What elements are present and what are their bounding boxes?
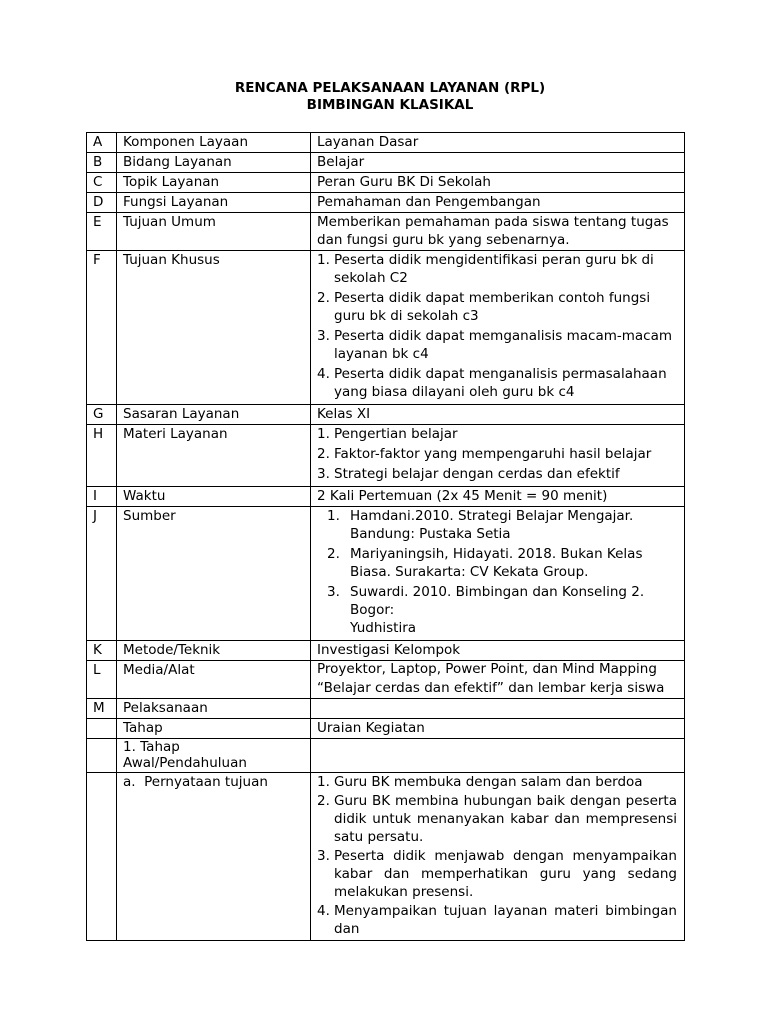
row-value: Investigasi Kelompok <box>311 641 685 661</box>
table-row <box>87 699 685 719</box>
table-row <box>87 719 685 739</box>
row-label: Sasaran Layanan <box>117 405 311 425</box>
row-code: E <box>87 213 117 251</box>
row-label: Komponen Layaan <box>117 133 311 153</box>
row-value <box>311 507 685 641</box>
list-item: 2. Faktor-faktor yang mempengaruhi hasil belajar <box>317 446 652 462</box>
document-subtitle: BIMBINGAN KLASIKAL <box>306 97 474 113</box>
list-item: 2. Guru BK membina hubungan baik dengan peserta didik untuk menanyakan kabar dan mempresensi satu persatu. <box>317 793 677 845</box>
row-label: Tujuan Umum <box>117 213 311 251</box>
row-value: Layanan Dasar <box>311 133 685 153</box>
table-row <box>87 641 685 661</box>
row-value <box>311 251 685 405</box>
list-item: 1. Hamdani.2010. Strategi Belajar Mengajar. Bandung: Pustaka Setia <box>327 508 634 542</box>
row-label: Waktu <box>117 487 311 507</box>
row-code: I <box>87 487 117 507</box>
media-line-2: “Belajar cerdas dan efektif” dan lembar kerja siswa <box>317 680 665 696</box>
uraian-header: Uraian Kegiatan <box>311 719 685 739</box>
row-label: Sumber <box>117 507 311 641</box>
row-code: H <box>87 425 117 487</box>
rpl-table <box>86 132 685 941</box>
list-item: 1. Guru BK membuka dengan salam dan berdoa <box>317 774 643 790</box>
row-label: Topik Layanan <box>117 173 311 193</box>
tahap-awal-value <box>311 739 685 773</box>
row-code: K <box>87 641 117 661</box>
materi-layanan-list <box>317 425 684 483</box>
tahap-awal-label: 1. Tahap Awal/Pendahuluan <box>117 739 311 773</box>
row-value <box>311 425 685 487</box>
table-row <box>87 133 685 153</box>
list-item: 3. Strategi belajar dengan cerdas dan efektif <box>317 466 620 482</box>
list-item: 3. Suwardi. 2010. Bimbingan dan Konseling 2. Bogor: <box>327 584 645 618</box>
row-code: G <box>87 405 117 425</box>
pernyataan-tujuan-label: a. Pernyataan tujuan <box>117 773 311 941</box>
row-code: F <box>87 251 117 405</box>
row-code: M <box>87 699 117 719</box>
list-item: 3. Peserta didik menjawab dengan menyampaikan kabar dan memperhatikan guru yang sedang melakukan presensi. <box>317 848 677 900</box>
row-value: Kelas XI <box>311 405 685 425</box>
list-item: 1. Pengertian belajar <box>317 426 458 442</box>
table-row <box>87 193 685 213</box>
row-code: C <box>87 173 117 193</box>
row-code: D <box>87 193 117 213</box>
row-value <box>311 661 685 699</box>
list-item: 1. Peserta didik mengidentifikasi peran guru bk di sekolah C2 <box>317 252 654 286</box>
table-row <box>87 487 685 507</box>
list-item: 2. Peserta didik dapat memberikan contoh fungsi guru bk di sekolah c3 <box>317 290 651 324</box>
list-item: 4. Peserta didik dapat menganalisis permasalahaan yang biasa dilayani oleh guru bk c4 <box>317 366 667 400</box>
row-code: A <box>87 133 117 153</box>
table-row <box>87 425 685 487</box>
row-label: Bidang Layanan <box>117 153 311 173</box>
row-label: Materi Layanan <box>117 425 311 487</box>
row-code: B <box>87 153 117 173</box>
row-code: L <box>87 661 117 699</box>
table-row <box>87 661 685 699</box>
table-row <box>87 773 685 941</box>
kegiatan-list <box>317 773 684 938</box>
list-item: Yudhistira <box>350 620 417 636</box>
list-item: 4. Menyampaikan tujuan layanan materi bimbingan dan <box>317 903 677 937</box>
row-value: Peran Guru BK Di Sekolah <box>311 173 685 193</box>
media-line-1: Proyektor, Laptop, Power Point, dan Mind Mapping <box>317 661 657 677</box>
row-value: 2 Kali Pertemuan (2x 45 Menit = 90 menit) <box>311 487 685 507</box>
row-label: Tujuan Khusus <box>117 251 311 405</box>
table-row <box>87 173 685 193</box>
table-row <box>87 507 685 641</box>
row-code: J <box>87 507 117 641</box>
row-label: Pelaksanaan <box>117 699 311 719</box>
row-value <box>311 699 685 719</box>
row-value: Pemahaman dan Pengembangan <box>311 193 685 213</box>
table-row <box>87 405 685 425</box>
row-value <box>311 773 685 941</box>
document-title: RENCANA PELAKSANAAN LAYANAN (RPL) <box>234 80 546 96</box>
tujuan-khusus-list <box>317 251 684 401</box>
table-row <box>87 213 685 251</box>
sumber-list <box>317 507 684 637</box>
row-value: Memberikan pemahaman pada siswa tentang tugas dan fungsi guru bk yang sebenarnya. <box>311 213 685 251</box>
tahap-header: Tahap <box>117 719 311 739</box>
row-value: Belajar <box>311 153 685 173</box>
table-row <box>87 153 685 173</box>
list-item: 2. Mariyaningsih, Hidayati. 2018. Bukan Kelas Biasa. Surakarta: CV Kekata Group. <box>327 546 643 580</box>
row-label: Media/Alat <box>117 661 311 699</box>
table-row <box>87 739 685 773</box>
row-label: Metode/Teknik <box>117 641 311 661</box>
table-row <box>87 251 685 405</box>
row-label: Fungsi Layanan <box>117 193 311 213</box>
list-item: 3. Peserta didik dapat memganalisis macam-macam layanan bk c4 <box>317 328 673 362</box>
